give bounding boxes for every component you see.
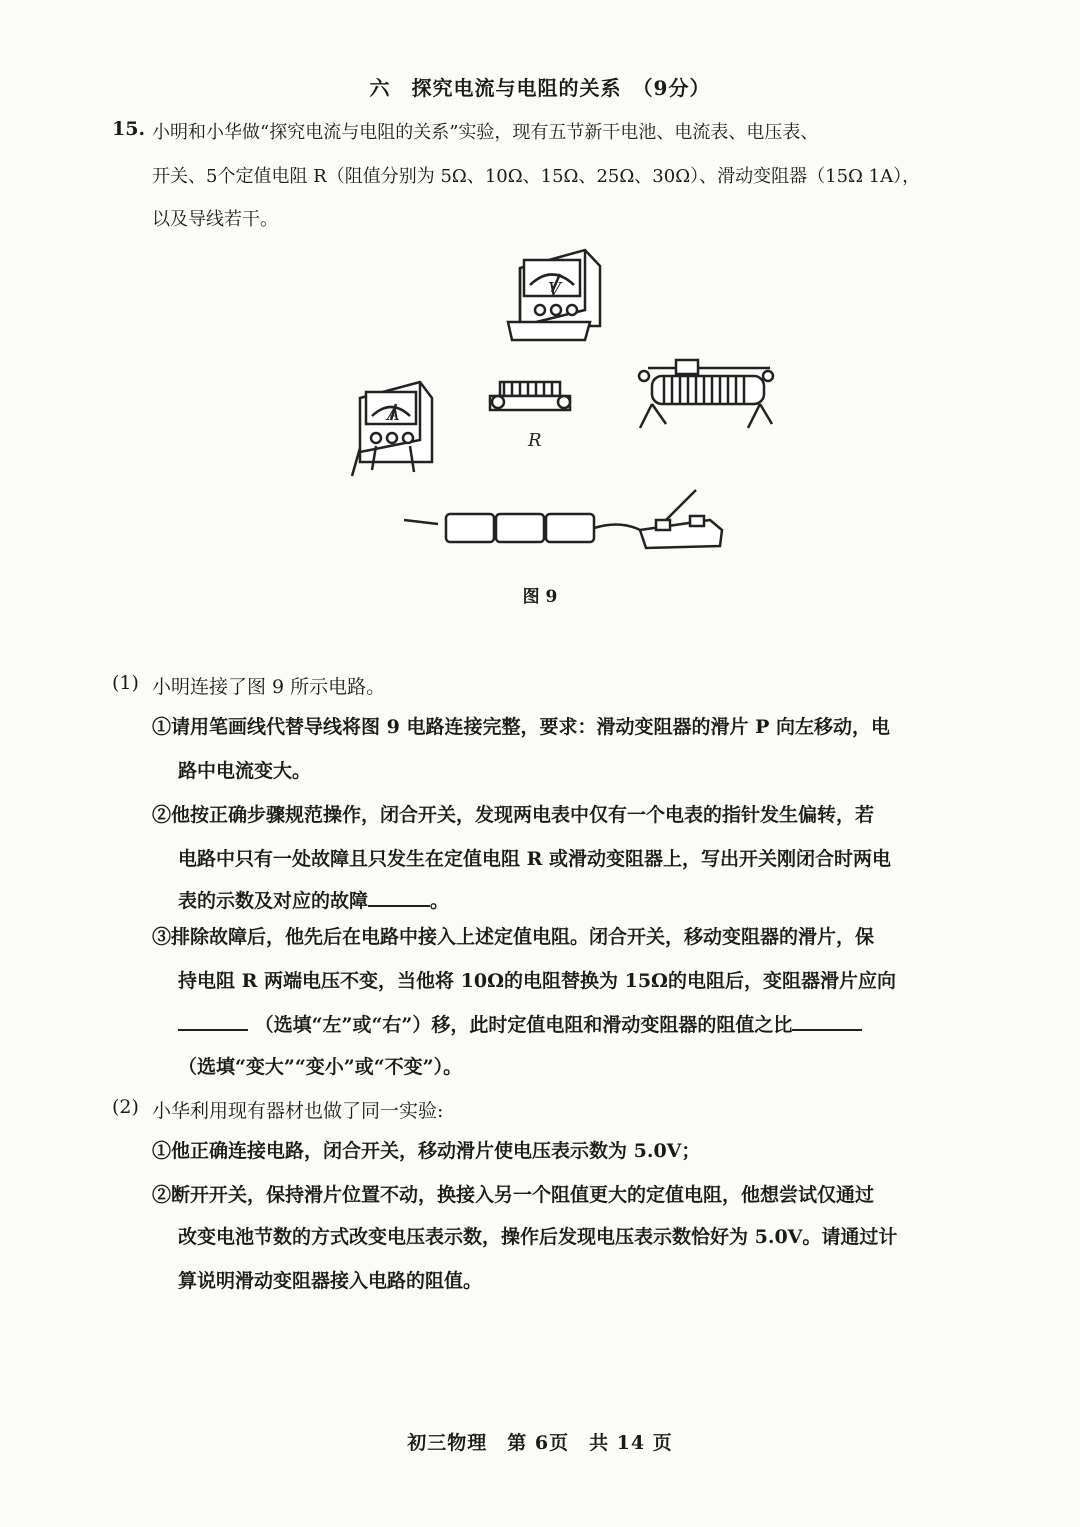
part1-intro: 小明连接了图 9 所示电路。 bbox=[152, 676, 386, 698]
voltmeter-symbol: V bbox=[548, 279, 561, 300]
ammeter-symbol: A bbox=[387, 404, 400, 425]
voltmeter-drawing bbox=[508, 250, 600, 340]
part1-item3-line-3 bbox=[178, 1010, 862, 1037]
answer-blank-ratio[interactable] bbox=[792, 1011, 862, 1031]
part1-item1-line-1: ①请用笔画线代替导线将图 9 电路连接完整，要求：滑动变阻器的滑片 P 向左移动，电 bbox=[152, 716, 890, 738]
part1-item2-line-2: 电路中只有一处故障且只发生在定值电阻 R 或滑动变阻器上，写出开关刚闭合时两电 bbox=[178, 848, 892, 870]
rheostat-drawing bbox=[639, 360, 773, 428]
question-intro-line-2: 开关、5个定值电阻 R（阻值分别为 5Ω、10Ω、15Ω、25Ω、30Ω）、滑动变阻器（15Ω 1A）， bbox=[152, 166, 921, 187]
question-number: 15. bbox=[112, 118, 146, 140]
section-title: 六 探究电流与电阻的关系 （9分） bbox=[369, 76, 711, 100]
question-intro-line-1: 小明和小华做“探究电流与电阻的关系”实验，现有五节新干电池、电流表、电压表、 bbox=[152, 122, 819, 143]
part1-item3-line-1: ③排除故障后，他先后在电路中接入上述定值电阻。闭合开关，移动变阻器的滑片，保 bbox=[152, 926, 875, 948]
part2-item2-line-2: 改变电池节数的方式改变电压表示数，操作后发现电压表示数恰好为 5.0V。请通过计 bbox=[178, 1226, 898, 1248]
part2-label: (2) bbox=[112, 1096, 139, 1118]
part2-item2-line-1: ②断开开关，保持滑片位置不动，换接入另一个阻值更大的定值电阻，他想尝试仅通过 bbox=[152, 1184, 875, 1206]
switch-drawing bbox=[640, 490, 722, 548]
ammeter-drawing bbox=[352, 382, 432, 476]
part1-item2-line-1: ②他按正确步骤规范操作，闭合开关，发现两电表中仅有一个电表的指针发生偏转，若 bbox=[152, 804, 875, 826]
part1-item3-mid: （选填“左”或“右”）移，此时定值电阻和滑动变阻器的阻值之比 bbox=[254, 1014, 793, 1036]
answer-blank-fault[interactable] bbox=[368, 887, 430, 907]
answer-blank-direction[interactable] bbox=[178, 1011, 248, 1031]
part1-item1-line-2: 路中电流变大。 bbox=[178, 760, 312, 782]
part1-item3-line-4: （选填“变大”“变小”或“不变”）。 bbox=[178, 1056, 463, 1078]
part1-item3-line-2: 持电阻 R 两端电压不变，当他将 10Ω的电阻替换为 15Ω的电阻后，变阻器滑片应向 bbox=[178, 970, 896, 992]
fixed-resistor-drawing bbox=[490, 382, 570, 410]
part2-intro: 小华利用现有器材也做了同一实验: bbox=[152, 1100, 444, 1122]
part1-item2-text: 表的示数及对应的故障 bbox=[178, 890, 369, 912]
part1-item2-end: 。 bbox=[430, 890, 450, 912]
part1-item2-line-3 bbox=[178, 886, 449, 913]
part1-label: (1) bbox=[112, 672, 139, 694]
resistor-label: R bbox=[528, 430, 542, 451]
page-footer: 初三物理 第 6页 共 14 页 bbox=[407, 1432, 673, 1454]
battery-pack-drawing bbox=[404, 514, 640, 542]
figure-9-apparatus bbox=[0, 0, 1080, 600]
question-intro-line-3: 以及导线若干。 bbox=[152, 209, 278, 230]
figure-caption: 图 9 bbox=[522, 587, 558, 607]
part2-item1: ①他正确连接电路，闭合开关，移动滑片使电压表示数为 5.0V； bbox=[152, 1140, 701, 1162]
part2-item2-line-3: 算说明滑动变阻器接入电路的阻值。 bbox=[178, 1270, 483, 1292]
